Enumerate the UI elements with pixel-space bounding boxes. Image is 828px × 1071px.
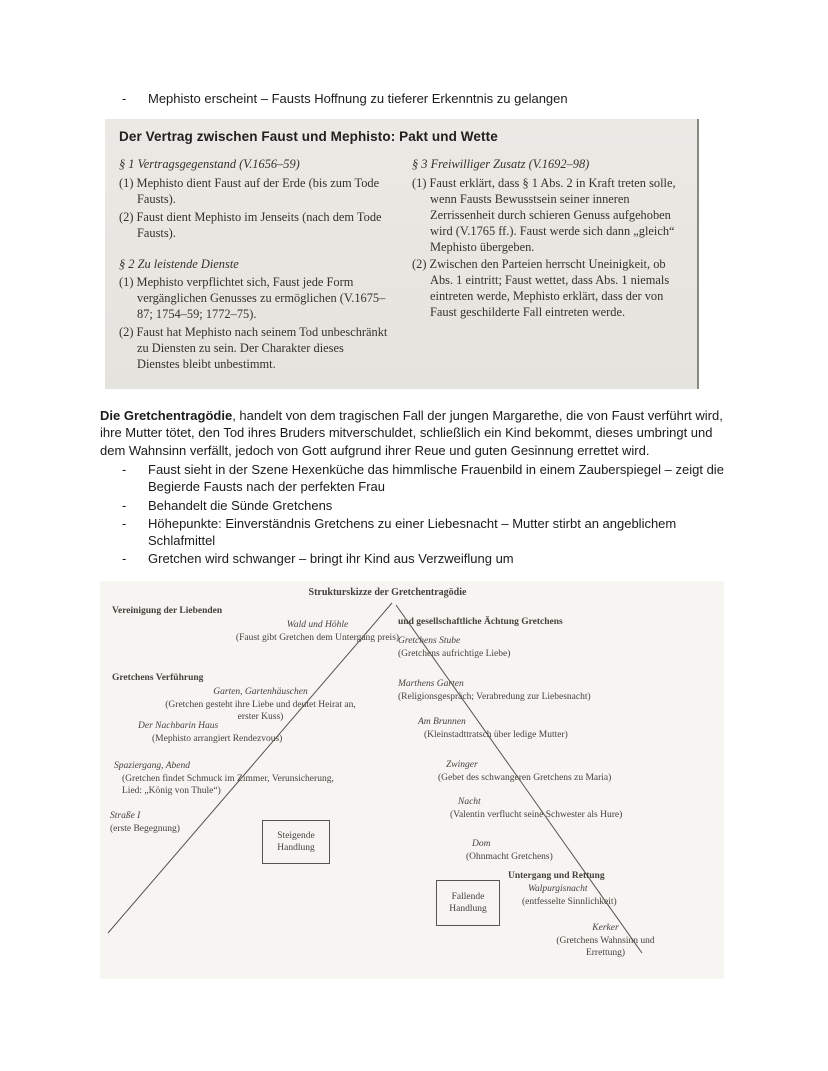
- scene-title: Gretchens Stube: [398, 636, 461, 647]
- scene-desc: (Mephisto arrangiert Rendezvous): [152, 733, 283, 744]
- contract-s1-item: (1) Mephisto dient Faust auf der Erde (bis zum Tode Fausts).: [119, 176, 380, 206]
- scene-desc: (Gretchens aufrichtige Liebe): [398, 648, 511, 659]
- scene-desc: (erste Begegnung): [110, 823, 180, 834]
- scene-garten: [158, 686, 363, 723]
- scene-title: Spaziergang, Abend: [114, 761, 190, 772]
- top-bullet: [120, 90, 738, 107]
- scene-title: Garten, Gartenhäuschen: [213, 687, 308, 698]
- contract-s1-item: (2) Faust dient Mephisto im Jenseits (nach dem Tode Fausts).: [119, 209, 382, 240]
- list-item: [120, 550, 738, 567]
- label-aechtung: und gesellschaftliche Ächtung Gretchens: [398, 617, 563, 628]
- scene-title: Straße I: [110, 811, 141, 822]
- scene-title: Kerker: [592, 923, 619, 934]
- bullet-text: Behandelt die Sünde Gretchens: [148, 497, 333, 513]
- scene-marthens-garten: [398, 678, 648, 703]
- scene-desc: (entfesselte Sinnlichkeit): [522, 896, 617, 907]
- contract-s2-item: (1) Mephisto verpflichtet sich, Faust jede Form vergänglichen Genusses zu ermöglichen (V.1675–87; 1754–59; 1772–75).: [119, 275, 386, 322]
- contract-s2-heading: § 2 Zu leistende Dienste: [119, 256, 239, 271]
- scene-desc: (Gretchens Wahnsinn und Errettung): [556, 935, 655, 958]
- scene-title: Am Brunnen: [418, 717, 466, 728]
- gretchen-paragraph: [100, 407, 740, 460]
- structure-diagram: [100, 581, 724, 979]
- contract-s3-item: (1) Faust erklärt, dass § 1 Abs. 2 in Kraft treten solle, wenn Fausts Bewusstsein seiner inneren Zerrissenheit durch schieren Genuss aufgehoben wird (V.1765 ff.). Faust werde sich dann „gleich“ Mephisto übergeben.: [412, 176, 676, 254]
- scene-kerker: [538, 922, 673, 959]
- bullet-dash: -: [122, 497, 127, 513]
- scene-wald-und-hoehle: [230, 619, 405, 644]
- contract-s3-heading: § 3 Freiwilliger Zusatz (V.1692–98): [412, 157, 590, 172]
- scene-title: Walpurgisnacht: [528, 884, 588, 895]
- list-item: [120, 497, 738, 514]
- contract-columns: [119, 157, 681, 373]
- scene-desc: (Ohnmacht Gretchens): [466, 851, 553, 862]
- scene-title: Zwinger: [446, 760, 478, 771]
- bullet-text: Faust sieht in der Szene Hexenküche das himmlische Frauenbild in einem Zauberspiegel – zeigt die Begierde Fausts nach der perfekten Frau: [148, 462, 724, 495]
- bullet-dash: -: [122, 551, 127, 567]
- contract-title: Der Vertrag zwischen Faust und Mephisto: Pakt und Wette: [119, 129, 498, 145]
- scene-desc: (Religionsgespräch; Verabredung zur Liebesnacht): [398, 691, 591, 702]
- scene-strasse: [110, 810, 240, 835]
- diagram-title: Strukturskizze der Gretchentragödie: [308, 587, 467, 599]
- contract-s3-item: (2) Zwischen den Parteien herrscht Uneinigkeit, ob Abs. 1 eintritt; Faust wettet, dass Abs. 1 niemals eintreten werde, Mephisto erklärt, dass der von Faust geschilderte Fall eintreten werde.: [412, 257, 670, 320]
- scene-nacht: [450, 796, 680, 821]
- scene-walpurgisnacht: [522, 883, 682, 908]
- scene-gretchens-stube: [398, 635, 578, 660]
- list-item: [120, 515, 738, 549]
- scene-title: Nacht: [458, 797, 481, 808]
- gretchen-lead-rest: , handelt von dem tragischen Fall der jungen Margarethe, die von Faust verführt wird, ihre Mutter tötet, den Tod ihres Bruders mitverschuldet, schließlich ein Kind bekommt, dieses umbringt und dem Wahnsinn verfällt, jedoch von Gott aufgrund ihrer Reue und guten Gesinnung errettet wird.: [100, 407, 723, 458]
- scene-zwinger: [438, 759, 668, 784]
- label-verfuehrung: Gretchens Verführung: [112, 673, 204, 684]
- contract-right-column: [412, 157, 681, 373]
- contract-s1-heading: § 1 Vertragsgegenstand (V.1656–59): [119, 157, 300, 172]
- label-untergang: Untergang und Rettung: [508, 871, 605, 882]
- contract-scan: [105, 119, 699, 389]
- contract-left-column: [119, 157, 388, 373]
- scene-title: Dom: [472, 839, 491, 850]
- scene-title: Der Nachbarin Haus: [138, 721, 219, 732]
- scene-desc: (Faust gibt Gretchen dem Untergang preis): [235, 632, 400, 643]
- scene-spaziergang: [114, 760, 342, 797]
- scene-nachbarin-haus: [138, 720, 353, 745]
- gretchen-lead-bold: Die Gretchentragödie: [100, 407, 233, 423]
- bullet-text: Höhepunkte: Einverständnis Gretchens zu einer Liebesnacht – Mutter stirbt an angeblichem Schlafmittel: [148, 515, 677, 548]
- scene-desc: (Gretchen findet Schmuck im Zimmer, Verunsicherung, Lied: „König von Thule“): [122, 773, 334, 796]
- bullet-dash: -: [122, 462, 127, 478]
- contract-gap: [119, 242, 388, 257]
- rising-action-box: Steigende Handlung: [262, 820, 330, 864]
- scene-desc: (Valentin verflucht seine Schwester als Hure): [450, 809, 623, 820]
- scene-desc: (Gretchen gesteht ihre Liebe und deutet Heirat an, erster Kuss): [165, 699, 356, 722]
- scene-title: Marthens Garten: [398, 679, 464, 690]
- scene-dom: [466, 838, 616, 863]
- contract-s2-item: (2) Faust hat Mephisto nach seinem Tod unbeschränkt zu Diensten zu sein. Der Charakter dieses Dienstes bleibt unbestimmt.: [119, 325, 388, 371]
- top-bullet-text: Mephisto erscheint – Fausts Hoffnung zu tieferer Erkenntnis zu gelangen: [148, 91, 568, 106]
- bullet-dash: -: [122, 515, 127, 531]
- falling-action-box: Fallende Handlung: [436, 880, 500, 926]
- scene-am-brunnen: [418, 716, 638, 741]
- scene-desc: (Kleinstadttratsch über ledige Mutter): [424, 729, 568, 740]
- gretchen-bullets: [120, 461, 738, 567]
- list-item: [120, 461, 738, 495]
- label-vereinigung: Vereinigung der Liebenden: [112, 606, 223, 617]
- scene-title: Wald und Höhle: [286, 620, 349, 631]
- scene-desc: (Gebet des schwangeren Gretchens zu Maria): [438, 772, 612, 783]
- bullet-text: Gretchen wird schwanger – bringt ihr Kind aus Verzweiflung um: [148, 551, 514, 567]
- bullet-dash: -: [122, 91, 127, 106]
